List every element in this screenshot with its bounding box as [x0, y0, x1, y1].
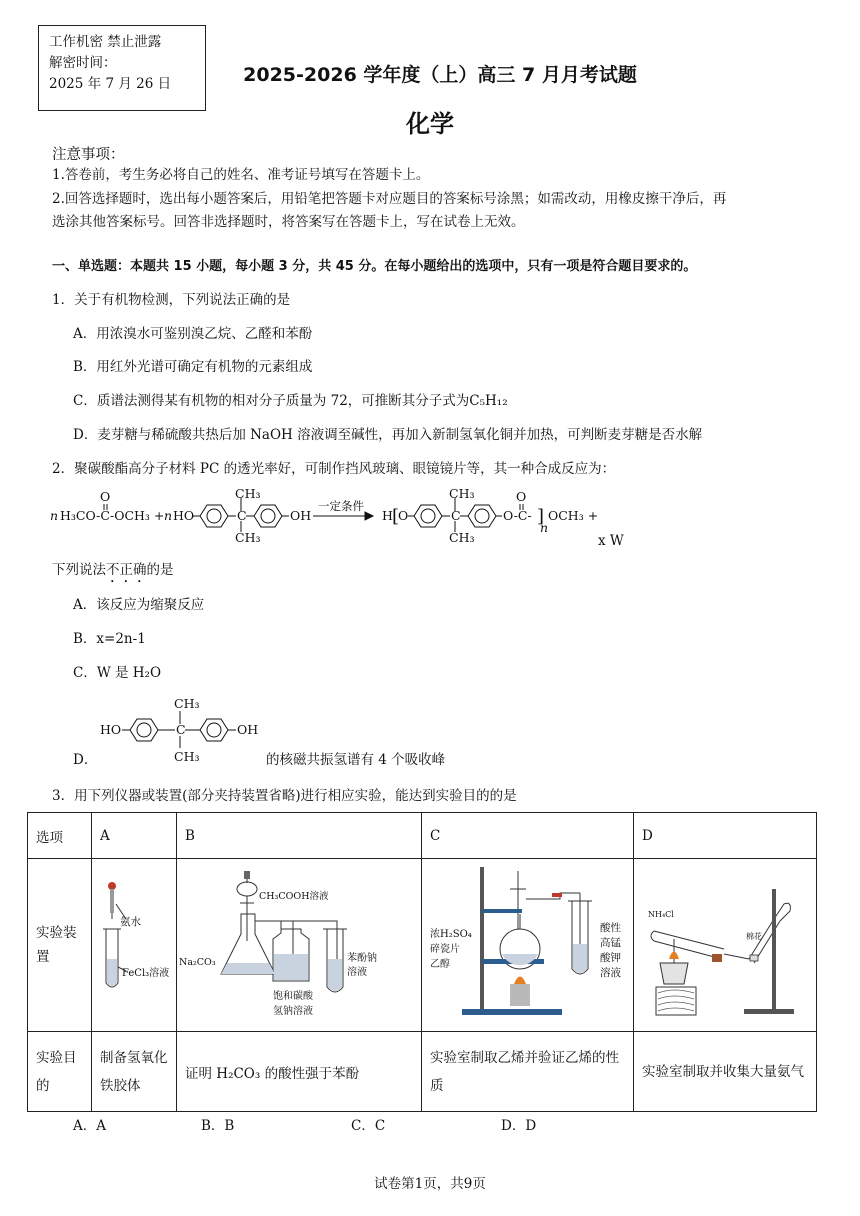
q1-option-b: B．用红外光谱可确定有机物的元素组成: [73, 359, 313, 375]
svg-text:O-C-: O-C-: [503, 508, 532, 523]
notice-item-2a: 2.回答选择题时，选出每小题答案后，用铅笔把答题卡对应题目的答案标号涂黑；如需改动，用橡皮擦干净后，再: [52, 191, 727, 207]
apparatus-a-diagram: [92, 859, 172, 1027]
svg-text:]: ]: [537, 506, 545, 527]
notice-item-1: 1.答卷前，考生务必将自己的姓名、准考证号填写在答题卡上。: [52, 167, 430, 183]
q3-choice-c: C．C: [351, 1118, 386, 1134]
q3-apparatus-c: [422, 859, 634, 1032]
svg-text:OH: OH: [237, 722, 259, 737]
q3-apparatus-label: 实验装置: [28, 859, 92, 1032]
apparatus-b-diagram: [177, 859, 421, 1027]
q1-option-d: D．麦芽糖与稀硫酸共热后加 NaOH 溶液调至碱性，再加入新制氢氧化铜并加热，可判断麦芽糖是否水解: [73, 427, 703, 443]
confidential-line-3: 2025 年 7 月 26 日: [49, 76, 172, 92]
q3-purpose-b: 证明 H₂CO₃ 的酸性强于苯酚: [177, 1032, 422, 1112]
svg-text:HO: HO: [173, 508, 195, 523]
q2-option-b: B．x=2n-1: [73, 631, 146, 647]
q3-purpose-a: 制备氢氧化铁胶体: [92, 1032, 177, 1112]
label-cotton: 棉花: [746, 932, 762, 941]
q1-option-c: C．质谱法测得某有机物的相对分子质量为 72，可推断其分子式为C₅H₁₂: [73, 393, 508, 409]
label-nahco3-a: 饱和碳酸: [273, 991, 313, 1002]
q2-option-a: A．该反应为缩聚反应: [73, 597, 205, 613]
svg-text:CH₃: CH₃: [235, 530, 261, 545]
label-kmno4-2: 高锰: [600, 937, 621, 949]
q2-prompt: [52, 560, 174, 586]
svg-text:OCH₃ +: OCH₃ +: [548, 508, 599, 523]
notice-item-2b: 选涂其他答案标号。回答非选择题时，将答案写在答题卡上，写在试卷上无效。: [52, 214, 525, 230]
svg-text:H₃CO-C-OCH₃ +: H₃CO-C-OCH₃ +: [60, 508, 165, 523]
q3-header-d: D: [634, 813, 817, 859]
section-heading: 一、单选题：本题共 15 小题，每小题 3 分，共 45 分。在每小题给出的选项中，只有一项是符合题目要求的。: [52, 259, 697, 274]
label-kmno4-4: 溶液: [600, 967, 621, 979]
svg-text:O: O: [516, 489, 527, 504]
q3-apparatus-b: [177, 859, 422, 1032]
svg-text:CH₃: CH₃: [174, 749, 200, 764]
label-phenolate-a: 苯酚钠: [347, 953, 377, 964]
svg-text:[: [: [392, 506, 400, 527]
q1-option-a: A．用浓溴水可鉴别溴乙烷、乙醛和苯酚: [73, 326, 313, 342]
q2-option-c: C．W 是 H₂O: [73, 665, 162, 681]
label-ammonia: 氨水: [120, 916, 141, 928]
svg-text:n: n: [540, 520, 549, 535]
exam-title: 2025-2026 学年度（上）高三 7 月月考试题: [243, 64, 637, 86]
svg-text:C: C: [237, 508, 247, 523]
q3-stem: 3．用下列仪器或装置(部分夹持装置省略)进行相应实验，能达到实验目的的是: [52, 788, 517, 804]
svg-text:C: C: [176, 722, 186, 737]
svg-text:O: O: [398, 508, 409, 523]
q2-prompt-post: 的是: [146, 562, 174, 578]
q3-header-a: A: [92, 813, 177, 859]
q3-purpose-d: 实验室制取并收集大量氨气: [634, 1032, 817, 1112]
label-nahco3-b: 氢钠溶液: [273, 1006, 313, 1017]
reaction-condition-label: 一定条件: [318, 499, 364, 513]
svg-text:CH₃: CH₃: [449, 486, 475, 501]
exam-subject: 化学: [406, 110, 454, 138]
label-ethanol: 乙醇: [430, 959, 450, 970]
q3-choice-b: B．B: [201, 1118, 235, 1134]
q3-header-b: B: [177, 813, 422, 859]
label-h2so4: 浓H₂SO₄: [430, 929, 472, 940]
q3-purpose-label: 实验目的: [28, 1032, 92, 1112]
label-na2co3: Na₂CO₃: [179, 957, 216, 968]
q3-apparatus-d: [634, 859, 817, 1032]
svg-text:C: C: [451, 508, 461, 523]
q3-header-c: C: [422, 813, 634, 859]
q3-apparatus-a: [92, 859, 177, 1032]
q3-table: [27, 812, 817, 1112]
label-fecl3: FeCl₃溶液: [122, 968, 170, 979]
label-kmno4-3: 酸钾: [600, 952, 621, 964]
label-nh4cl: NH₄Cl: [648, 910, 674, 919]
q2-prompt-pre: 下列说法: [52, 562, 106, 578]
page-footer: 试卷第1页，共9页: [374, 1176, 486, 1192]
svg-text:O: O: [100, 489, 111, 504]
svg-text:n: n: [50, 508, 59, 523]
notice-heading: 注意事项：: [52, 147, 125, 163]
q3-header-option: 选项: [28, 813, 92, 859]
label-chips: 碎瓷片: [430, 944, 460, 955]
q2-stem: 2．聚碳酸酯高分子材料 PC 的透光率好，可制作挡风玻璃、眼镜镜片等，其一种合成反应为：: [52, 461, 616, 477]
q2-option-d-label: D．: [73, 752, 98, 768]
svg-text:HO: HO: [100, 722, 122, 737]
svg-text:CH₃: CH₃: [449, 530, 475, 545]
confidential-line-1: 工作机密 禁止泄露: [49, 34, 162, 50]
label-kmno4-1: 酸性: [600, 922, 621, 934]
svg-text:CH₃: CH₃: [235, 486, 261, 501]
svg-text:H: H: [382, 508, 393, 523]
confidential-line-2: 解密时间：: [49, 55, 117, 71]
label-phenolate-b: 溶液: [347, 967, 367, 978]
q3-choice-a: A．A: [73, 1118, 106, 1134]
q3-choice-d: D．D: [501, 1118, 537, 1134]
q1-stem: 1．关于有机物检测，下列说法正确的是: [52, 292, 291, 308]
svg-text:OH: OH: [290, 508, 312, 523]
label-ch3cooh: CH₃COOH溶液: [259, 891, 329, 902]
apparatus-c-diagram: [422, 859, 633, 1027]
q2-option-d-text: 的核磁共振氢谱有 4 个吸收峰: [266, 752, 446, 768]
apparatus-d-diagram: [634, 859, 814, 1027]
q2-reaction-scheme: [48, 486, 648, 548]
q2-byproduct: x W: [598, 533, 624, 549]
svg-text:n: n: [164, 508, 173, 523]
q2-prompt-emphasis: 不正确: [106, 562, 147, 578]
svg-text:CH₃: CH₃: [174, 696, 200, 711]
q3-purpose-c: 实验室制取乙烯并验证乙烯的性质: [422, 1032, 634, 1112]
q2-option-d-structure: [98, 694, 268, 766]
